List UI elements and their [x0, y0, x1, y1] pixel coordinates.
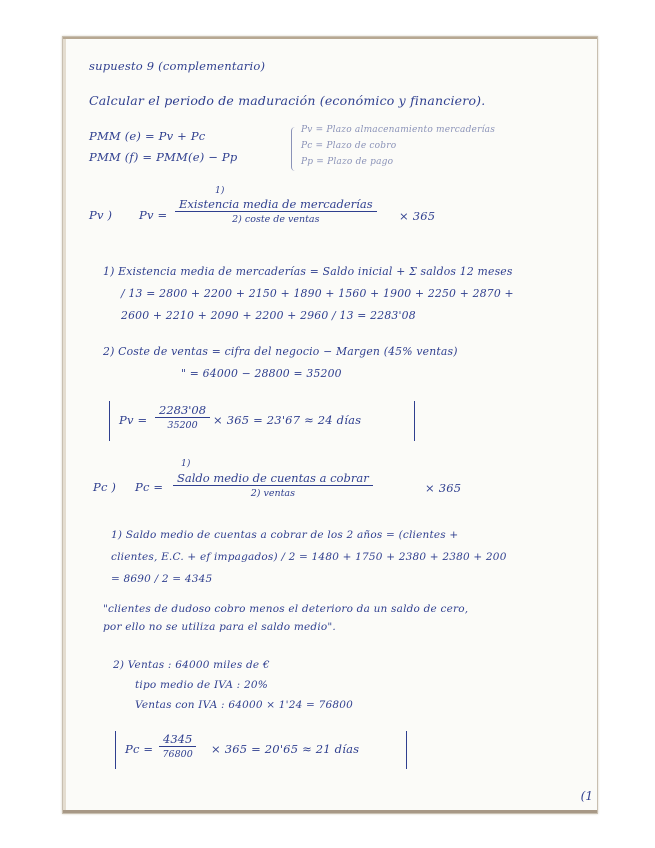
- legend-pv: Pv = Plazo almacenamiento mercaderías: [301, 125, 496, 135]
- legend-brace: [291, 127, 298, 171]
- pc-formula-lhs: Pc =: [135, 480, 164, 494]
- step3-line1: 1) Saldo medio de cuentas a cobrar de los 2 años = (clientes +: [111, 529, 459, 541]
- step2-line1: 2) Coste de ventas = cifra del negocio − Margen (45% ventas): [103, 345, 458, 358]
- pmm-economic-formula: PMM (e) = Pv + Pc: [89, 129, 206, 143]
- pc-result-fraction: [159, 732, 196, 760]
- pc-numerator: Saldo medio de cuentas a cobrar: [173, 471, 373, 486]
- pc-denominator: 2) ventas: [250, 488, 295, 499]
- page-number: (1: [580, 789, 593, 803]
- pv-result-lhs: Pv =: [119, 413, 148, 427]
- pv-numerator: Existencia media de mercaderías: [175, 197, 377, 212]
- step4-line1: 2) Ventas : 64000 miles de €: [113, 659, 270, 671]
- step3-line3: = 8690 / 2 = 4345: [111, 573, 213, 585]
- pv-result-fraction: [155, 403, 210, 431]
- pmm-financial-formula: PMM (f) = PMM(e) − Pp: [89, 150, 238, 164]
- step4-line3: Ventas con IVA : 64000 × 1'24 = 76800: [135, 699, 353, 711]
- page-title: supuesto 9 (complementario): [89, 59, 266, 73]
- step3-line2: clientes, E.C. + ef impagados) / 2 = 1480 + 1750 + 2380 + 2380 + 200: [111, 551, 507, 563]
- pv-denominator: 2) coste de ventas: [232, 214, 320, 225]
- pc-result-numerator: 4345: [159, 732, 196, 747]
- pc-note-mark-1: 1): [181, 459, 191, 469]
- legend-pp: Pp = Plazo de pago: [301, 157, 394, 167]
- pv-fraction: [175, 197, 377, 225]
- pc-result-rhs: × 365 = 20'65 ≈ 21 días: [211, 742, 360, 756]
- pv-formula-lhs: Pv =: [139, 208, 168, 222]
- step4-line2: tipo medio de IVA : 20%: [135, 679, 268, 691]
- pc-result-denominator: 76800: [162, 749, 193, 760]
- handwritten-sheet: [62, 36, 598, 814]
- quote-line1: "clientes de dudoso cobro menos el deterioro da un saldo de cero,: [103, 603, 469, 615]
- pc-section-label: Pc ): [93, 480, 117, 494]
- step1-line2: / 13 = 2800 + 2200 + 2150 + 1890 + 1560 + 1900 + 2250 + 2870 +: [121, 287, 514, 300]
- pv-note-mark-1: 1): [215, 186, 225, 196]
- pc-times-365: × 365: [425, 481, 462, 495]
- task-statement: Calcular el periodo de maduración (económico y financiero).: [89, 93, 486, 108]
- pv-result-numerator: 2283'08: [155, 403, 210, 418]
- pv-result-denominator: 35200: [167, 420, 198, 431]
- step1-line3: 2600 + 2210 + 2090 + 2200 + 2960 / 13 = 2283'08: [121, 309, 416, 322]
- pc-result-lhs: Pc =: [125, 742, 154, 756]
- step2-line2: " = 64000 − 28800 = 35200: [181, 367, 342, 380]
- pv-result-rhs: × 365 = 23'67 ≈ 24 días: [213, 413, 362, 427]
- legend-pc: Pc = Plazo de cobro: [301, 141, 397, 151]
- quote-line2: por ello no se utiliza para el saldo medio".: [103, 621, 336, 633]
- step1-line1: 1) Existencia media de mercaderías = Saldo inicial + Σ saldos 12 meses: [103, 265, 513, 278]
- pv-times-365: × 365: [399, 209, 436, 223]
- pv-section-label: Pv ): [89, 208, 113, 222]
- pc-fraction: [173, 471, 373, 499]
